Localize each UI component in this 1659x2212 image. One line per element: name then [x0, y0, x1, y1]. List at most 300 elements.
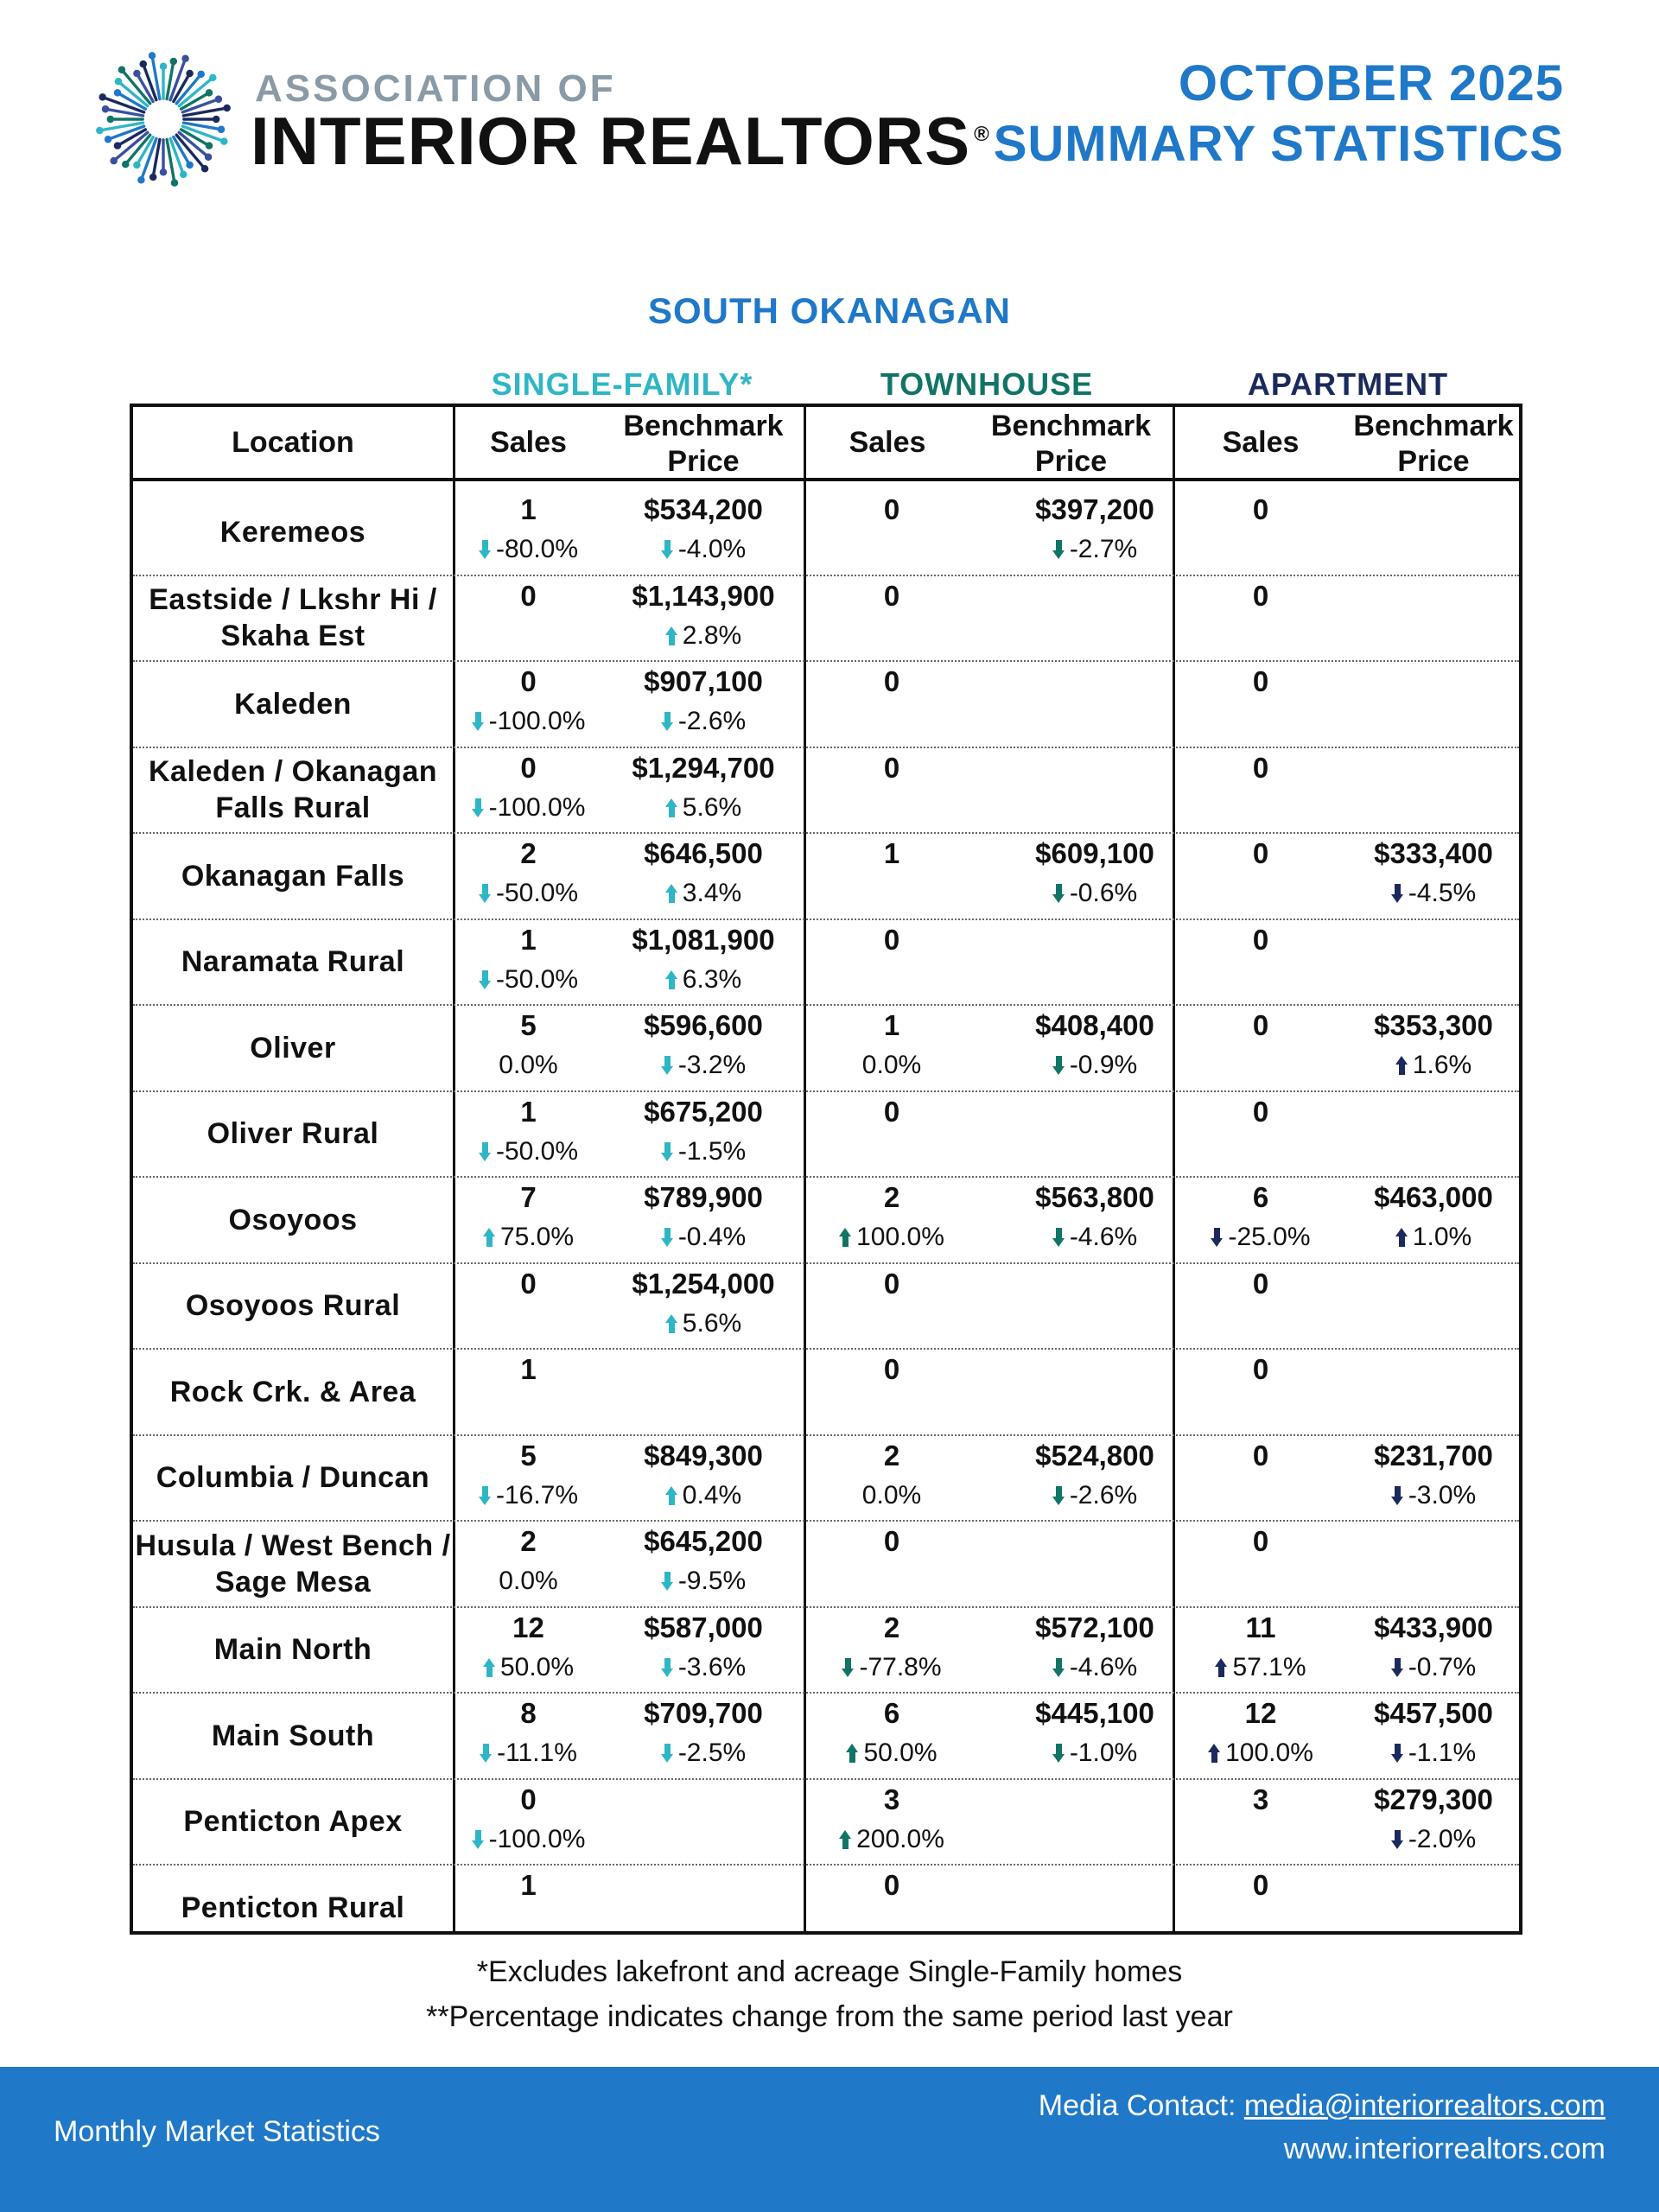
sf-sales-value: 2 — [520, 837, 537, 869]
ap-sales-change — [1174, 1223, 1347, 1252]
sf-price-value: $534,200 — [644, 493, 763, 525]
logo-dot — [186, 70, 194, 78]
sf-sales-value: 1 — [520, 923, 537, 956]
change-percent: -0.7% — [1408, 1652, 1477, 1681]
ap-price-change — [1347, 1223, 1520, 1252]
sf-price-value: $1,143,900 — [632, 579, 775, 612]
th-price-value: $524,800 — [1035, 1439, 1154, 1471]
logo-dot — [149, 52, 156, 60]
arrow-down-icon — [1052, 1228, 1065, 1247]
table-row — [133, 662, 1519, 748]
table-row — [133, 490, 1519, 576]
th-sales-value: 0 — [883, 1095, 900, 1128]
change-percent: 75.0% — [499, 1223, 575, 1251]
change-percent: 5.6% — [682, 1308, 742, 1338]
logo-dot — [114, 142, 121, 149]
row-location: Eastside / Lkshr Hi / Skaha Est — [149, 583, 437, 652]
arrow-down-icon — [1052, 1744, 1065, 1763]
change-percent: 0.0% — [861, 1051, 922, 1079]
ap-price-value: $231,700 — [1374, 1439, 1493, 1471]
arrow-up-icon — [1395, 1056, 1408, 1075]
logo-dot — [137, 176, 145, 184]
ap-sales-value: 0 — [1252, 1525, 1269, 1557]
ap-price-change — [1347, 1825, 1520, 1854]
footnote-2: **Percentage indicates change from the same period last year — [426, 2000, 1233, 2033]
arrow-down-icon — [472, 712, 484, 731]
sf-sales-change — [453, 1223, 604, 1252]
logo-dot — [107, 116, 115, 124]
th-sales-value: 2 — [883, 1439, 900, 1471]
logo-dot — [180, 171, 188, 179]
th-sales-value: 1 — [883, 837, 900, 869]
logo-dot — [171, 179, 179, 187]
arrow-down-icon — [661, 1744, 673, 1763]
ap-sales-change — [1174, 1738, 1347, 1768]
arrow-down-icon — [479, 1142, 491, 1161]
th-price-change — [978, 1051, 1211, 1080]
table-row — [133, 1436, 1519, 1522]
th-sales-change — [805, 1738, 978, 1768]
th-sales-value: 6 — [883, 1697, 900, 1729]
sf-price-change — [604, 965, 803, 995]
header-location: Location — [232, 426, 354, 459]
logo-dot — [206, 142, 213, 149]
logo-dot — [186, 162, 194, 169]
sf-sales-value: 1 — [520, 493, 537, 525]
sf-sales-value: 8 — [520, 1697, 537, 1729]
sf-sales-value: 0 — [520, 579, 537, 612]
change-percent: -100.0% — [488, 707, 586, 735]
report-title-subtitle: SUMMARY STATISTICS — [993, 116, 1564, 172]
th-price-value: $445,100 — [1035, 1697, 1154, 1729]
report-title-month: OCTOBER 2025 — [1178, 55, 1564, 111]
sf-sales-change — [453, 793, 604, 823]
sf-sales-value: 2 — [520, 1525, 537, 1557]
logo-dot — [206, 89, 213, 97]
sf-price-value: $645,200 — [644, 1525, 763, 1557]
sf-price-value: $1,254,000 — [632, 1267, 775, 1300]
th-sales-value: 2 — [883, 1611, 900, 1643]
ap-sales-value: 0 — [1252, 923, 1269, 956]
ap-sales-value: 11 — [1245, 1611, 1276, 1643]
th-price-value: $408,400 — [1035, 1009, 1154, 1041]
logo-dot — [149, 174, 157, 181]
media-contact — [1039, 2084, 1605, 2127]
arrow-down-icon — [479, 884, 491, 903]
change-percent: 0.0% — [499, 1051, 558, 1079]
sf-sales-value: 1 — [520, 1095, 537, 1128]
sf-sales-change — [453, 879, 604, 908]
th-sales-value: 0 — [883, 665, 900, 697]
change-percent: -1.5% — [677, 1136, 747, 1166]
header-benchmark-line2: Price — [1397, 445, 1470, 478]
change-percent: -2.6% — [677, 707, 747, 735]
change-percent: -4.6% — [1069, 1652, 1138, 1681]
org-name-line2 — [251, 102, 990, 181]
logo-dot — [122, 161, 130, 168]
header-ap-benchmark — [1347, 409, 1520, 480]
report-title — [994, 54, 1564, 175]
table-row — [133, 1350, 1519, 1436]
header-ap-sales: Sales — [1222, 426, 1300, 459]
change-percent: -3.2% — [677, 1051, 747, 1079]
change-percent: 50.0% — [863, 1738, 938, 1767]
ap-price-change — [1347, 1481, 1520, 1510]
th-sales-change — [805, 1825, 978, 1854]
ap-sales-value: 0 — [1252, 579, 1269, 612]
th-sales-value: 0 — [883, 1869, 900, 1901]
sf-sales-change — [453, 1653, 604, 1682]
change-percent: -100.0% — [488, 792, 586, 822]
change-percent: -11.1% — [497, 1738, 577, 1767]
region-title: SOUTH OKANAGAN — [648, 290, 1011, 331]
sf-price-change — [604, 1738, 803, 1768]
change-percent: -50.0% — [495, 1136, 579, 1166]
logo-dot — [209, 74, 217, 82]
logo-dot — [197, 71, 205, 79]
ap-sales-value: 0 — [1252, 665, 1269, 697]
sf-price-value: $587,000 — [644, 1611, 763, 1643]
org-name-text: INTERIOR REALTORS — [251, 103, 971, 179]
sf-sales-value: 0 — [520, 665, 537, 697]
sf-price-change — [604, 1137, 803, 1166]
th-price-value: $609,100 — [1035, 837, 1154, 869]
header-sf-sales: Sales — [490, 426, 567, 459]
arrow-down-icon — [1211, 1228, 1223, 1247]
arrow-up-icon — [665, 626, 677, 645]
row-location: Main South — [211, 1719, 375, 1752]
ap-sales-value: 12 — [1244, 1697, 1277, 1729]
category-apartment: APARTMENT — [1247, 366, 1449, 402]
sf-price-value: $1,294,700 — [632, 751, 775, 784]
sf-sales-value: 12 — [512, 1611, 544, 1643]
sf-price-value: $596,600 — [644, 1009, 763, 1041]
logo-dot — [96, 127, 104, 135]
ap-price-change — [1347, 1738, 1520, 1768]
th-sales-value: 0 — [883, 1525, 900, 1557]
sf-price-value: $907,100 — [644, 665, 763, 697]
sf-sales-change — [453, 1481, 604, 1510]
change-percent: -2.5% — [677, 1738, 747, 1767]
table-row — [133, 920, 1519, 1007]
sf-sales-change — [453, 1738, 604, 1768]
arrow-up-icon — [483, 1228, 495, 1247]
logo-dot — [170, 58, 178, 66]
table-row — [133, 1006, 1519, 1092]
change-percent: -2.7% — [1069, 535, 1138, 563]
arrow-down-icon — [661, 1658, 673, 1677]
arrow-down-icon — [842, 1658, 854, 1677]
sunburst-logo-icon — [90, 43, 237, 195]
logo-dot — [160, 63, 168, 71]
arrow-down-icon — [1391, 1830, 1403, 1849]
ap-sales-value: 0 — [1252, 751, 1269, 784]
sf-sales-change — [453, 1825, 604, 1854]
th-sales-value: 3 — [883, 1783, 900, 1815]
ap-sales-value: 0 — [1252, 1095, 1269, 1128]
table-row — [133, 748, 1519, 835]
ap-sales-value: 6 — [1252, 1181, 1269, 1213]
arrow-down-icon — [1391, 884, 1403, 903]
arrow-down-icon — [479, 1486, 491, 1505]
change-percent: -0.6% — [1069, 879, 1138, 907]
logo-dot — [218, 126, 225, 134]
change-percent: 0.0% — [499, 1567, 558, 1595]
sf-price-value: $675,200 — [644, 1095, 763, 1128]
footer-bar — [0, 2067, 1659, 2212]
arrow-down-icon — [1391, 1744, 1403, 1763]
ap-sales-value: 0 — [1252, 1869, 1269, 1901]
category-single-family: SINGLE-FAMILY* — [491, 366, 753, 402]
change-percent: -3.0% — [1408, 1480, 1477, 1510]
table-row — [133, 576, 1519, 663]
table-row — [133, 1522, 1519, 1608]
sf-price-change — [604, 535, 803, 564]
change-percent: 50.0% — [499, 1652, 575, 1681]
sf-sales-value: 1 — [520, 1869, 537, 1901]
sf-price-change — [604, 1653, 803, 1682]
change-percent: 200.0% — [856, 1824, 944, 1853]
row-location: Okanagan Falls — [181, 859, 405, 893]
arrow-up-icon — [839, 1830, 851, 1849]
th-price-change — [978, 535, 1211, 564]
arrow-down-icon — [1391, 1658, 1403, 1677]
th-sales-value: 0 — [883, 1267, 900, 1300]
logo-dot — [133, 162, 141, 169]
row-location: Penticton Rural — [181, 1891, 405, 1924]
sf-price-value: $849,300 — [644, 1439, 763, 1471]
category-townhouse: TOWNHOUSE — [880, 366, 1094, 402]
row-location: Oliver Rural — [207, 1117, 379, 1150]
change-percent: 57.1% — [1232, 1652, 1306, 1681]
arrow-down-icon — [479, 540, 491, 559]
sf-sales-value: 0 — [520, 751, 537, 784]
arrow-down-icon — [1052, 540, 1065, 559]
change-percent: 5.6% — [682, 792, 742, 822]
arrow-down-icon — [661, 540, 673, 559]
arrow-up-icon — [665, 1314, 677, 1333]
ap-price-value: $463,000 — [1374, 1181, 1493, 1213]
ap-sales-value: 3 — [1252, 1783, 1269, 1815]
row-location: Main North — [213, 1633, 372, 1666]
arrow-down-icon — [480, 1744, 492, 1763]
ap-sales-change — [1174, 1653, 1347, 1682]
logo-dot — [215, 95, 223, 103]
table-row — [133, 1264, 1519, 1351]
logo-dot — [205, 153, 213, 161]
header-benchmark-line2: Price — [667, 445, 740, 478]
change-percent: 100.0% — [1225, 1738, 1313, 1767]
logo-dot — [99, 93, 106, 101]
change-percent: -50.0% — [495, 964, 579, 994]
sf-sales-value: 0 — [520, 1267, 537, 1300]
website-link[interactable]: www.interiorrealtors.com — [1283, 2133, 1605, 2165]
logo-dot — [118, 66, 126, 73]
ap-price-value: $353,300 — [1374, 1009, 1493, 1041]
media-email-link[interactable]: media@interiorrealtors.com — [1243, 2089, 1605, 2122]
th-sales-change — [805, 1481, 978, 1510]
footer-contact — [1039, 2084, 1605, 2171]
logo-dot — [115, 78, 123, 86]
table-body — [133, 490, 1519, 1952]
change-percent: -1.0% — [1069, 1738, 1138, 1767]
th-sales-change — [805, 1051, 978, 1080]
registered-mark: ® — [974, 123, 990, 146]
sf-price-value: $1,081,900 — [632, 923, 775, 956]
arrow-up-icon — [1208, 1744, 1220, 1763]
change-percent: -16.7% — [495, 1480, 579, 1510]
ap-price-change — [1347, 1051, 1520, 1080]
sf-sales-value: 7 — [520, 1181, 537, 1213]
change-percent: 2.8% — [682, 620, 742, 650]
th-price-change — [978, 1481, 1211, 1510]
table-row — [133, 1608, 1519, 1694]
sf-sales-change — [453, 707, 604, 736]
arrow-up-icon — [1215, 1658, 1227, 1677]
row-location: Naramata Rural — [181, 945, 405, 978]
ap-price-value: $433,900 — [1374, 1611, 1493, 1643]
logo-dot — [213, 116, 220, 124]
change-percent: 6.3% — [682, 964, 742, 994]
th-price-value: $397,200 — [1035, 493, 1154, 525]
sf-sales-change — [453, 535, 604, 564]
ap-price-value: $457,500 — [1374, 1697, 1493, 1729]
change-percent: -4.6% — [1069, 1223, 1138, 1251]
change-percent: -0.9% — [1069, 1051, 1138, 1079]
change-percent: -1.1% — [1408, 1738, 1477, 1767]
change-percent: -2.6% — [1069, 1480, 1138, 1510]
ap-sales-value: 0 — [1252, 1439, 1269, 1471]
arrow-up-icon — [1395, 1228, 1408, 1247]
arrow-down-icon — [661, 1056, 673, 1075]
sf-price-value: $709,700 — [644, 1697, 763, 1729]
table-row — [133, 1092, 1519, 1179]
footnote-1: *Excludes lakefront and acreage Single-Family homes — [476, 1955, 1183, 1988]
sf-sales-change — [453, 965, 604, 995]
table-row — [133, 1694, 1519, 1780]
sf-sales-value: 5 — [520, 1439, 537, 1471]
header-benchmark-line2: Price — [1034, 445, 1108, 478]
change-percent: 0.4% — [682, 1480, 742, 1510]
row-location: Osoyoos — [228, 1203, 358, 1236]
footnotes — [0, 1949, 1659, 2039]
th-sales-change — [805, 1653, 978, 1682]
ap-sales-value: 0 — [1252, 1267, 1269, 1300]
ap-sales-value: 0 — [1252, 1009, 1269, 1041]
arrow-down-icon — [1391, 1486, 1403, 1505]
arrow-up-icon — [846, 1744, 858, 1763]
sf-sales-value: 5 — [520, 1009, 537, 1041]
row-location: Osoyoos Rural — [185, 1289, 401, 1322]
th-price-value: $563,800 — [1035, 1181, 1154, 1213]
sf-price-value: $789,900 — [644, 1181, 763, 1213]
arrow-down-icon — [1052, 1056, 1065, 1075]
logo-dot — [110, 157, 118, 165]
logo-dot — [201, 165, 209, 173]
arrow-down-icon — [1052, 884, 1065, 903]
org-name-line1: ASSOCIATION OF — [255, 67, 616, 110]
arrow-down-icon — [472, 798, 484, 817]
ap-sales-value: 0 — [1252, 837, 1269, 869]
change-percent: -4.5% — [1408, 879, 1477, 907]
th-price-value: $572,100 — [1035, 1611, 1154, 1643]
change-percent: -77.8% — [859, 1652, 942, 1681]
media-contact-label: Media Contact: — [1038, 2089, 1244, 2122]
logo-dot — [181, 54, 189, 62]
change-percent: 1.6% — [1412, 1051, 1472, 1079]
row-location: Oliver — [250, 1031, 336, 1065]
sf-price-change — [604, 1223, 803, 1252]
sf-price-change — [604, 1051, 803, 1080]
th-sales-value: 1 — [883, 1009, 900, 1041]
arrow-down-icon — [661, 1142, 673, 1161]
change-percent: 100.0% — [856, 1223, 944, 1251]
change-percent: -50.0% — [495, 879, 579, 907]
change-percent: 0.0% — [861, 1480, 922, 1510]
arrow-up-icon — [665, 1486, 677, 1505]
arrow-down-icon — [472, 1830, 484, 1849]
stats-table — [130, 404, 1522, 1935]
change-percent: -4.0% — [677, 535, 747, 563]
arrow-up-icon — [665, 970, 677, 989]
header-benchmark-line1: Benchmark — [990, 410, 1152, 442]
th-sales-value: 0 — [883, 751, 900, 784]
row-location: Keremeos — [219, 515, 366, 549]
row-location: Rock Crk. & Area — [169, 1375, 416, 1408]
sf-sales-value: 1 — [520, 1353, 537, 1385]
sf-price-change — [604, 1481, 803, 1510]
row-location: Penticton Apex — [183, 1805, 403, 1838]
sf-sales-change — [453, 1051, 604, 1080]
change-percent: -100.0% — [488, 1824, 586, 1853]
sf-price-change — [604, 1567, 803, 1596]
change-percent: -80.0% — [495, 535, 579, 563]
arrow-down-icon — [661, 1572, 673, 1591]
table-row — [133, 1178, 1519, 1264]
arrow-down-icon — [1052, 1658, 1065, 1677]
sf-price-change — [604, 621, 803, 651]
sf-sales-change — [453, 1137, 604, 1166]
sf-price-value: $646,500 — [644, 837, 763, 869]
th-price-change — [978, 879, 1211, 908]
ap-price-change — [1347, 879, 1520, 908]
arrow-up-icon — [839, 1228, 851, 1247]
table-row — [133, 834, 1519, 920]
table-header-row — [133, 407, 1519, 481]
header-sf-benchmark — [604, 409, 803, 480]
change-percent: 3.4% — [682, 879, 742, 907]
ap-price-value: $333,400 — [1374, 837, 1493, 869]
table-row — [133, 1866, 1519, 1952]
header-benchmark-line1: Benchmark — [1353, 410, 1514, 442]
ap-sales-value: 0 — [1252, 493, 1269, 525]
logo-dot — [114, 89, 121, 97]
header-th-sales: Sales — [849, 426, 926, 459]
sf-price-change — [604, 1309, 803, 1338]
arrow-up-icon — [665, 798, 677, 817]
logo-dot — [133, 70, 141, 78]
sf-sales-value: 0 — [520, 1783, 537, 1815]
arrow-down-icon — [1052, 1486, 1065, 1505]
arrow-down-icon — [661, 1228, 673, 1247]
table-row — [133, 1780, 1519, 1866]
logo-dot — [220, 137, 228, 145]
logo-dot — [139, 60, 147, 68]
row-location: Kaleden / Okanagan Falls Rural — [149, 755, 437, 824]
change-percent: 1.0% — [1412, 1223, 1472, 1251]
row-location: Columbia / Duncan — [156, 1461, 430, 1494]
arrow-up-icon — [483, 1658, 495, 1677]
